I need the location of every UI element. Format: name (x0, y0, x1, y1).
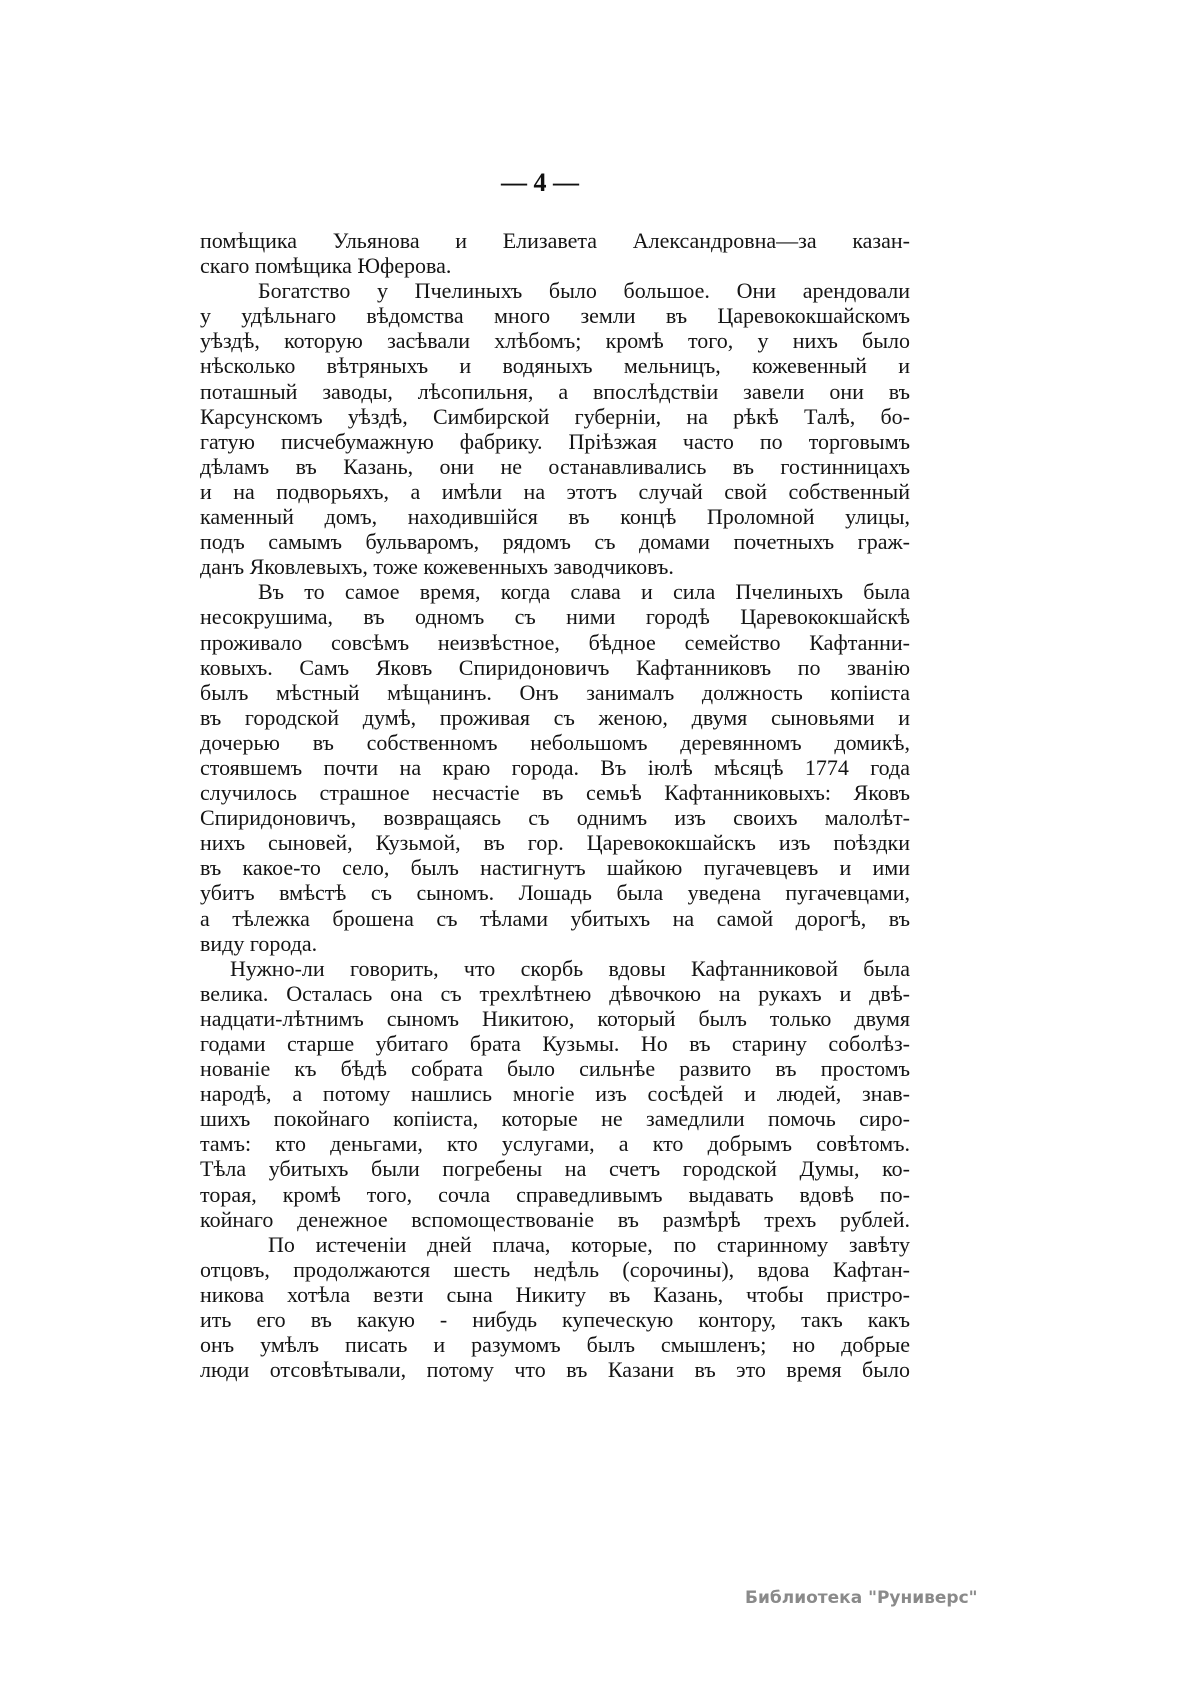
text-line: никова хотѣла везти сына Никиту въ Казань, чтобы пристро- (200, 1281, 910, 1307)
text-line: надцати-лѣтнимъ сыномъ Никитою, который былъ только двумя (200, 1005, 910, 1031)
text-line: а тѣлежка брошена съ тѣлами убитыхъ на самой дорогѣ, въ (200, 905, 910, 931)
text-line: ить его въ какую - нибудь купеческую контору, такъ какъ (200, 1307, 910, 1333)
text-line: скаго помѣщика Юферова. (200, 253, 452, 279)
text-line: проживало совсѣмъ неизвѣстное, бѣдное семейство Кафтанни- (200, 629, 910, 655)
text-line: отцовъ, продолжаются шесть недѣль (сорочины), вдова Кафтан- (200, 1256, 910, 1282)
text-line: торая, кромѣ того, сочла справедливымъ выдавать вдовѣ по- (200, 1181, 910, 1207)
text-line: подъ самымъ бульваромъ, рядомъ съ домами почетныхъ граж- (200, 529, 910, 555)
text-line: онъ умѣлъ писать и разумомъ былъ смышленъ; но добрые (200, 1332, 910, 1358)
text-line: Спиридоновичъ, возвращаясь съ однимъ изъ своихъ малолѣт- (200, 805, 910, 831)
text-line: былъ мѣстный мѣщанинъ. Онъ занималъ должность копіиста (200, 679, 910, 705)
text-line: ковыхъ. Самъ Яковъ Спиридоновичъ Кафтанниковъ по званію (200, 654, 910, 680)
body-text (200, 228, 910, 1382)
text-line: данъ Яковлевыхъ, тоже кожевенныхъ заводчиковъ. (200, 554, 674, 580)
text-line: стоявшемъ почти на краю города. Въ іюлѣ мѣсяцѣ 1774 года (200, 754, 910, 780)
text-line: народѣ, а потому нашлись многіе изъ сосѣдей и людей, знав- (200, 1081, 910, 1107)
text-line: убитъ вмѣстѣ съ сыномъ. Лошадь была уведена пугачевцами, (200, 880, 910, 906)
text-line: гатую писчебумажную фабрику. Пріѣзжая часто по торговымъ (200, 428, 910, 454)
text-line: дочерью въ собственномъ небольшомъ деревянномъ домикѣ, (200, 729, 910, 755)
text-line: поташный заводы, лѣсопильня, а впослѣдствіи завели они въ (200, 378, 910, 404)
text-line: люди отсовѣтывали, потому что въ Казани въ это время было (200, 1357, 910, 1383)
text-line: въ городской думѣ, проживая съ женою, двумя сыновьями и (200, 704, 910, 730)
text-line: у удѣльнаго вѣдомства много земли въ Царевококшайскомъ (200, 303, 910, 329)
text-line: койнаго денежное вспомоществованіе въ размѣрѣ трехъ рублей. (200, 1206, 910, 1232)
page-number: — 4 — (501, 168, 579, 197)
text-line: шихъ покойнаго копіиста, которые не замедлили помочь сиро- (200, 1106, 910, 1132)
text-line: и на подворьяхъ, а имѣли на этотъ случай свой собственный (200, 478, 910, 504)
text-line: въ какое-то село, былъ настигнутъ шайкою пугачевцевъ и ими (200, 855, 910, 881)
text-line: годами старше убитаго брата Кузьмы. Но въ старину соболѣз- (200, 1031, 910, 1056)
text-line: Карсунскомъ уѣздѣ, Симбирской губерніи, на рѣкѣ Талѣ, бо- (200, 403, 910, 429)
text-line: нованіе къ бѣдѣ собрата было сильнѣе развито въ простомъ (200, 1056, 910, 1082)
text-line: тамъ: кто деньгами, кто услугами, а кто добрымъ совѣтомъ. (200, 1131, 910, 1157)
text-line: виду города. (200, 930, 318, 956)
text-line: велика. Осталась она съ трехлѣтнею дѣвочкою на рукахъ и двѣ- (200, 980, 910, 1006)
text-line: Тѣла убитыхъ были погребены на счетъ городской Думы, ко- (200, 1156, 910, 1182)
text-line: Нужно-ли говорить, что скорбь вдовы Кафтанниковой была (230, 955, 910, 981)
text-line: несокрушима, въ одномъ съ ними городѣ Царевококшайскѣ (200, 604, 910, 630)
text-line: дѣламъ въ Казань, они не останавливались въ гостинницахъ (200, 453, 910, 479)
text-line: каменный домъ, находившійся въ концѣ Проломной улицы, (200, 504, 910, 530)
text-line: уѣздѣ, которую засѣвали хлѣбомъ; кромѣ того, у нихъ было (200, 328, 910, 354)
text-line: По истеченіи дней плача, которые, по старинному завѣту (268, 1231, 910, 1257)
text-line: Богатство у Пчелиныхъ было большое. Они арендовали (258, 278, 910, 304)
text-line: помѣщика Ульянова и Елизавета Александровна—за казан- (200, 228, 910, 253)
text-line: случилось страшное несчастіе въ семьѣ Кафтанниковыхъ: Яковъ (200, 780, 910, 806)
text-line: нѣсколько вѣтряныхъ и водяныхъ мельницъ, кожевенный и (200, 353, 910, 379)
library-watermark: Библиотека "Руниверс" (745, 1588, 978, 1608)
text-line: нихъ сыновей, Кузьмой, въ гор. Царевококшайскъ изъ поѣздки (200, 830, 910, 856)
text-line: Въ то самое время, когда слава и сила Пчелиныхъ была (258, 579, 910, 605)
